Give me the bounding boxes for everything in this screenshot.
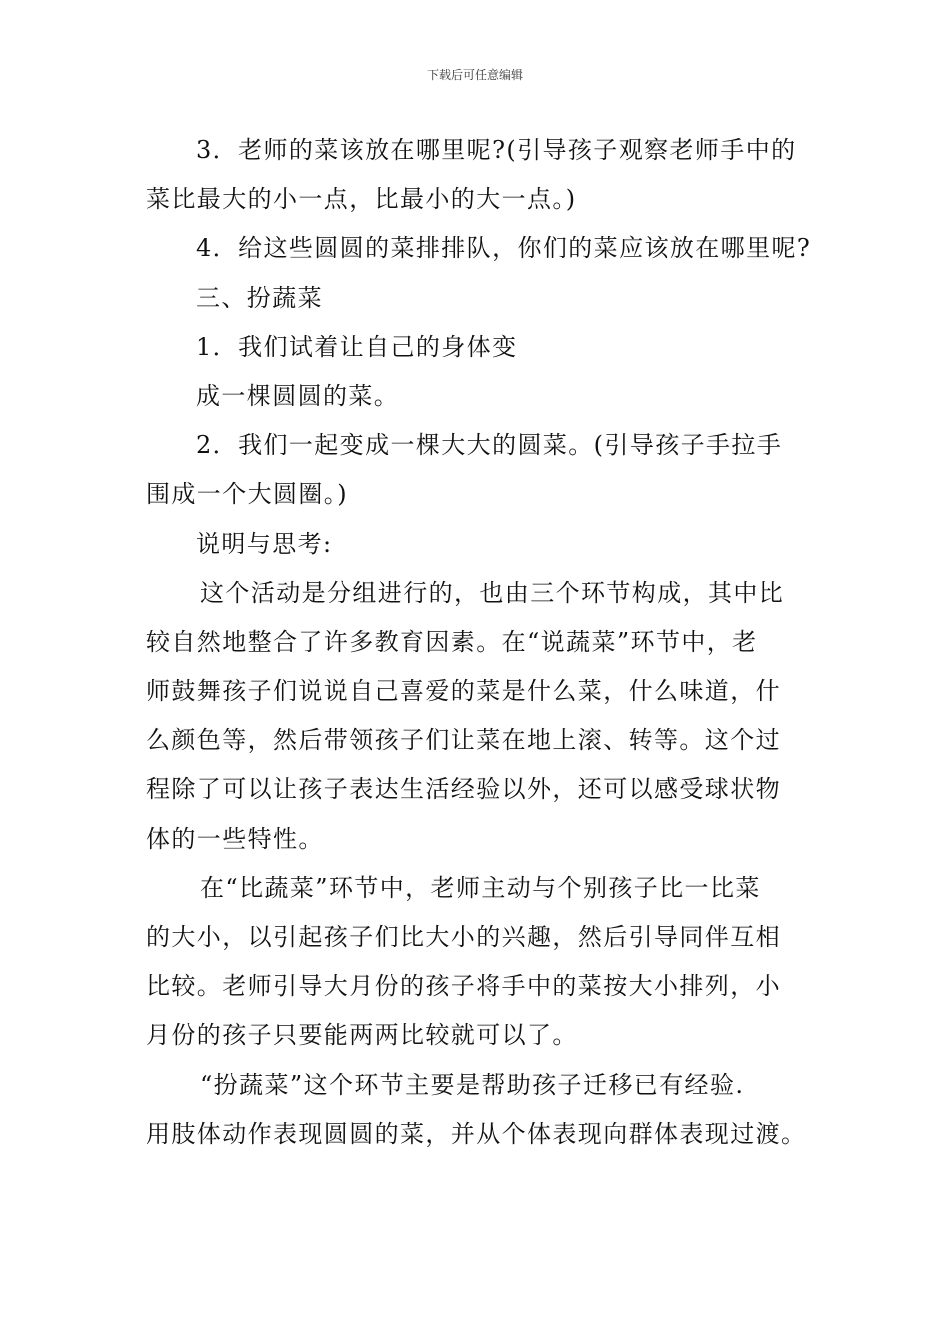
paragraph-line: 2．我们一起变成一棵大大的圆菜。(引导孩子手拉手 (196, 431, 783, 460)
paragraph-line: “扮蔬菜”这个环节主要是帮助孩子迁移已有经验. (200, 1070, 745, 1099)
section-heading: 三、扮蔬菜 (196, 283, 323, 312)
paragraph-line: 师鼓舞孩子们说说自己喜爱的菜是什么菜，什么味道，什 (146, 677, 781, 706)
paragraph-line: 体的一些特性。 (146, 824, 324, 853)
subheading: 说明与思考: (196, 529, 333, 558)
paragraph-line: 用肢体动作表现圆圆的菜，并从个体表现向群体表现过渡。 (146, 1119, 807, 1148)
paragraph-line: 成一棵圆圆的菜。 (196, 381, 400, 410)
paragraph-line: 4．给这些圆圆的菜排排队，你们的菜应该放在哪里呢? (196, 234, 812, 263)
paragraph-line: 1．我们试着让自己的身体变 (196, 332, 518, 361)
paragraph-line: 么颜色等，然后带领孩子们让菜在地上滚、转等。这个过 (146, 726, 781, 755)
paragraph-line: 在“比蔬菜”环节中，老师主动与个别孩子比一比菜 (200, 873, 761, 902)
paragraph-line: 程除了可以让孩子表达生活经验以外，还可以感受球状物 (146, 775, 781, 804)
paragraph-line: 的大小，以引起孩子们比大小的兴趣，然后引导同伴互相 (146, 923, 781, 951)
paragraph-line: 这个活动是分组进行的，也由三个环节构成，其中比 (200, 578, 785, 607)
paragraph-line: 月份的孩子只要能两两比较就可以了。 (146, 1021, 578, 1050)
paragraph-line: 较自然地整合了许多教育因素。在“说蔬菜”环节中，老 (146, 627, 758, 656)
paragraph-line: 围成一个大圆圈。) (146, 480, 348, 509)
paragraph-line: 比较。老师引导大月份的孩子将手中的菜按大小排列，小 (146, 972, 781, 1001)
document-body (146, 126, 816, 1159)
paragraph-line: 菜比最大的小一点，比最小的大一点。) (146, 185, 577, 214)
page-header: 下载后可任意编辑 (426, 68, 523, 82)
paragraph-line: 3．老师的菜该放在哪里呢?(引导孩子观察老师手中的 (196, 136, 797, 164)
